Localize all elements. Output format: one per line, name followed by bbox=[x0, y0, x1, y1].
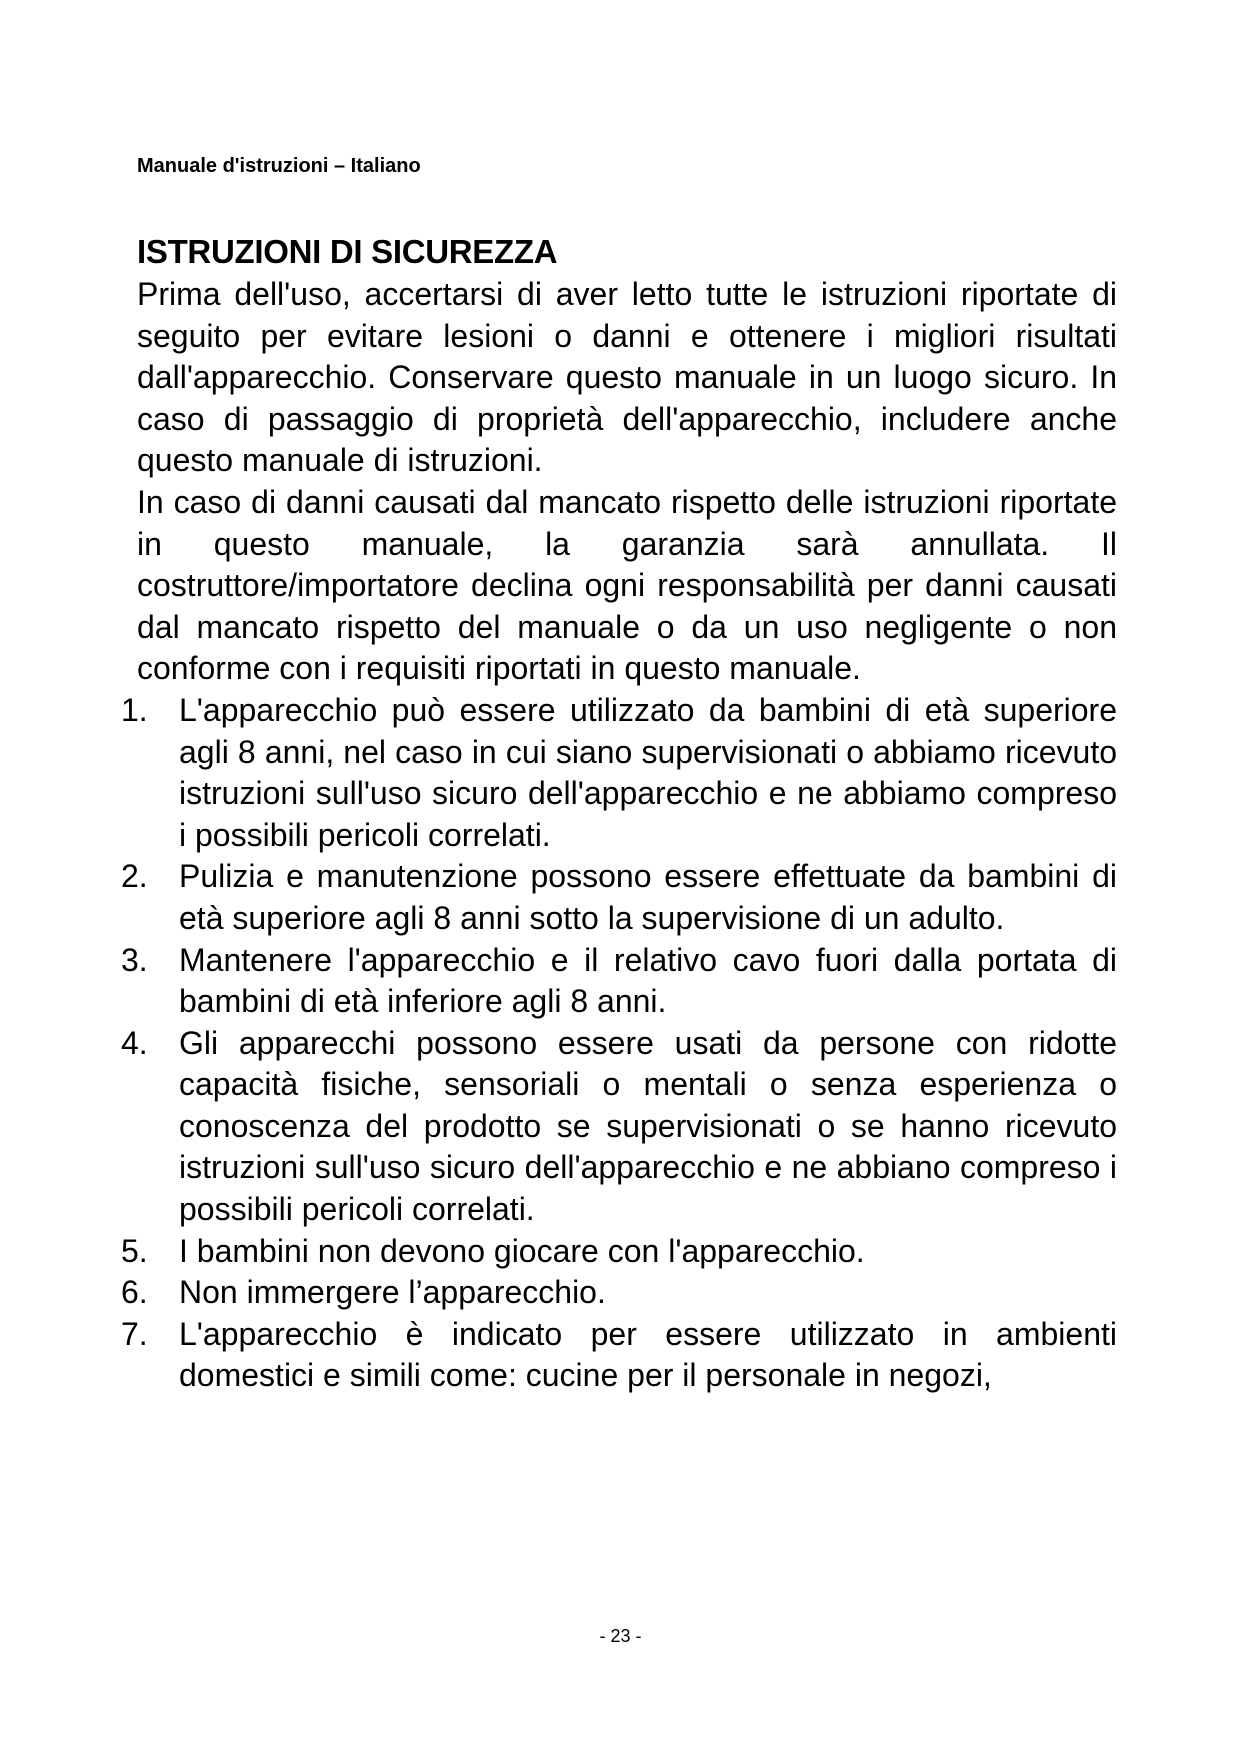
list-item-number: 4. bbox=[121, 1024, 148, 1061]
list-item-text: Mantenere l'apparecchio e il relativo cavo fuori dalla portata di bambini di età inferiore agli 8 anni. bbox=[179, 941, 1117, 1020]
intro-paragraph: Prima dell'uso, accertarsi di aver letto tutte le istruzioni riportate di seguito per evitare lesioni o danni e ottenere i migliori risultati dall'apparecchio. Conservare questo manuale in un luogo sicuro. In caso di passaggio di proprietà dell'apparecchio, includere anche questo manuale di istruzioni. bbox=[137, 276, 1117, 479]
safety-section bbox=[121, 232, 1117, 1397]
list-item-text: L'apparecchio può essere utilizzato da bambini di età superiore agli 8 anni, nel caso in cui siano supervisionati o abbiamo ricevuto istruzioni sull'uso sicuro dell'apparecchio e ne abbiamo compreso i possibili pericoli correlati. bbox=[179, 691, 1117, 853]
list-item bbox=[121, 690, 1117, 856]
list-item-text: Pulizia e manutenzione possono essere effettuate da bambini di età superiore agli 8 anni sotto la supervisione di un adulto. bbox=[179, 858, 1117, 936]
list-item bbox=[121, 1023, 1117, 1231]
list-item-text: Gli apparecchi possono essere usati da persone con ridotte capacità fisiche, sensoriali o mentali o senza esperienza o conoscenza del prodotto se supervisionati o se hanno ricevuto istruzioni sull'uso sicuro dell'apparecchio e ne abbiano compreso i possibili pericoli correlati. bbox=[179, 1024, 1117, 1228]
list-item bbox=[121, 1272, 1117, 1314]
warranty-paragraph: In caso di danni causati dal mancato rispetto delle istruzioni riportate in questo manuale, la garanzia sarà annullata. Il costruttore/importatore declina ogni responsabilità per danni causati dal mancato rispetto del manuale o da un uso negligente o non conforme con i requisiti riportati in questo manuale. bbox=[137, 483, 1117, 687]
running-header: Manuale d'istruzioni – Italiano bbox=[137, 155, 421, 177]
list-item bbox=[121, 940, 1117, 1023]
list-item-text: L'apparecchio è indicato per essere utilizzato in ambienti domestici e simili come: cucine per il personale in negozi, bbox=[179, 1315, 1117, 1394]
list-item-number: 1. bbox=[121, 691, 148, 728]
page-number: - 23 - bbox=[599, 1626, 642, 1646]
list-item bbox=[121, 1231, 1117, 1273]
list-item bbox=[121, 856, 1117, 939]
section-title: ISTRUZIONI DI SICUREZZA bbox=[137, 233, 558, 270]
list-item-number: 2. bbox=[121, 858, 148, 895]
list-item-text: Non immergere l’apparecchio. bbox=[179, 1274, 606, 1311]
list-item-number: 5. bbox=[121, 1232, 148, 1269]
list-item-number: 6. bbox=[121, 1274, 148, 1311]
safety-rules-list bbox=[121, 690, 1117, 1397]
list-item-number: 3. bbox=[121, 941, 148, 978]
list-item-number: 7. bbox=[121, 1315, 148, 1352]
list-item bbox=[121, 1314, 1117, 1397]
list-item-text: I bambini non devono giocare con l'apparecchio. bbox=[179, 1232, 865, 1269]
